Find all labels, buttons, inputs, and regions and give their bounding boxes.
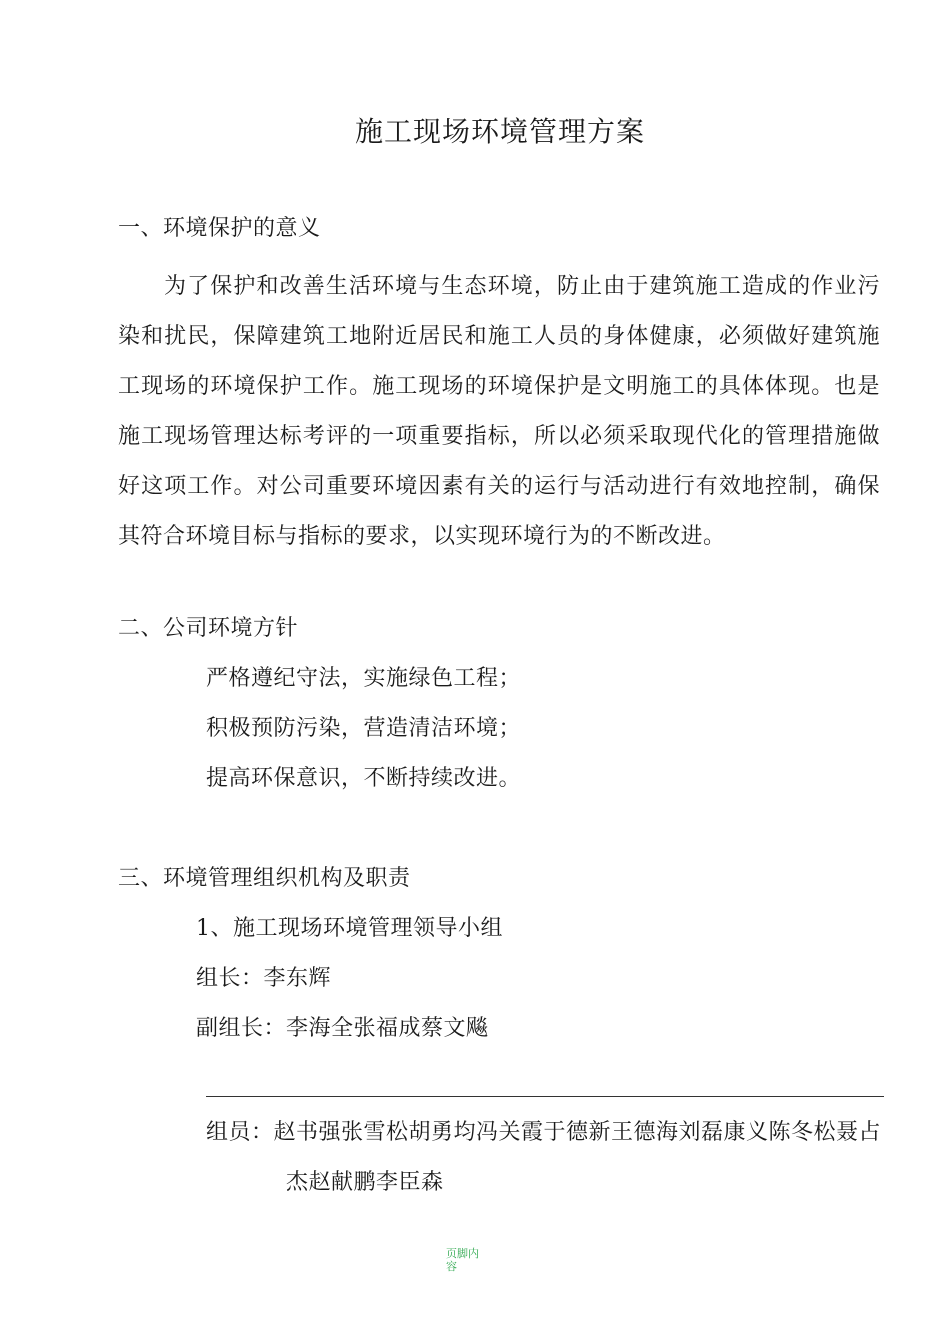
- document-title: 施工现场环境管理方案: [354, 115, 645, 148]
- horizontal-rule: [206, 1096, 884, 1097]
- policy-line-2: 积极预防污染，营造清洁环境；: [206, 716, 522, 741]
- section-heading-organization: 三、环境管理组织机构及职责: [118, 866, 411, 891]
- group-members: [206, 1108, 884, 1208]
- section-heading-policy: 二、公司环境方针: [118, 616, 299, 641]
- deputy-leader-line: 副组长：李海全张福成蔡文飚: [196, 1016, 489, 1041]
- policy-line-3: 提高环保意识，不断持续改进。: [206, 766, 522, 791]
- policy-line-1: 严格遵纪守法，实施绿色工程；: [206, 666, 522, 691]
- significance-paragraph: 为了保护和改善生活环境与生态环境，防止由于建筑施工造成的作业污染和扰民，保障建筑工地附近居民和施工人员的身体健康，必须做好建筑施工现场的环境保护工作。施工现场的环境保护是文明施工的具体体现。也是施工现场管理达标考评的一项重要指标，所以必须采取现代化的管理措施做好这项工作。对公司重要环境因素有关的运行与活动进行有效地控制，确保其符合环境目标与指标的要求，以实现环境行为的不断改进。: [118, 274, 880, 549]
- members-line-2: 杰赵献鹏李臣森: [286, 1170, 444, 1195]
- group-leader-line: 组长：李东辉: [196, 966, 332, 991]
- section-heading-significance: 一、环境保护的意义: [118, 216, 321, 241]
- leadership-group-subheading: 1、施工现场环境管理领导小组: [196, 916, 503, 941]
- members-line-1: 组员：赵书强张雪松胡勇均冯关霞于德新王德海刘磊康义陈冬松聂占: [206, 1120, 882, 1145]
- page-footer: 页脚内容: [446, 1247, 479, 1273]
